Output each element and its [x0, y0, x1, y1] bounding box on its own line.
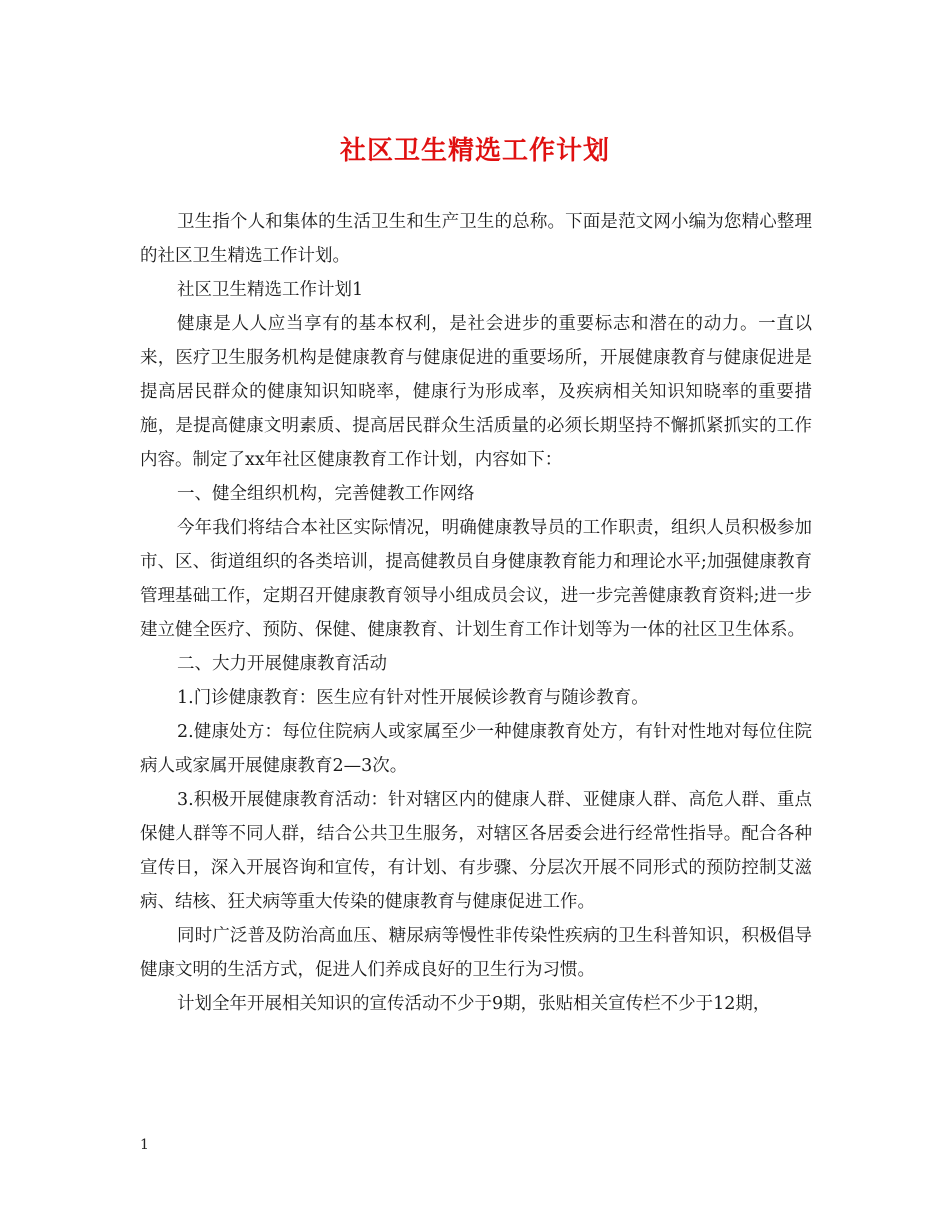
document-body	[140, 205, 812, 1021]
paragraph-intro: 卫生指个人和集体的生活卫生和生产卫生的总称。下面是范文网小编为您精心整理的社区卫生精选工作计划。	[140, 212, 812, 266]
paragraph-annual-plan: 计划全年开展相关知识的宣传活动不少于9期，张贴相关宣传栏不少于12期，	[177, 994, 771, 1014]
paragraph-plan-heading: 社区卫生精选工作计划1	[177, 280, 364, 300]
document-title: 社区卫生精选工作计划	[339, 136, 610, 166]
list-item-2: 2.健康处方：每位住院病人或家属至少一种健康教育处方，有针对性地对每位住院病人或家属开展健康教育2—3次。	[140, 722, 812, 776]
section-heading-2: 二、大力开展健康教育活动	[177, 654, 387, 674]
paragraph-chronic-disease: 同时广泛普及防治高血压、糖尿病等慢性非传染性疾病的卫生科普知识，积极倡导健康文明的生活方式，促进人们养成良好的卫生行为习惯。	[140, 926, 812, 980]
paragraph-health-rights: 健康是人人应当享有的基本权利，是社会进步的重要标志和潜在的动力。一直以来，医疗卫生服务机构是健康教育与健康促进的重要场所，开展健康教育与健康促进是提高居民群众的健康知识知晓率，健康行为形成率，及疾病相关知识知晓率的重要措施，是提高健康文明素质、提高居民群众生活质量的必须长期坚持不懈抓紧抓实的工作内容。制定了xx年社区健康教育工作计划，内容如下：	[140, 314, 812, 470]
paragraph-section-1: 今年我们将结合本社区实际情况，明确健康教导员的工作职责，组织人员积极参加市、区、街道组织的各类培训，提高健教员自身健康教育能力和理论水平;加强健康教育管理基础工作，定期召开健康教育领导小组成员会议，进一步完善健康教育资料;进一步建立健全医疗、预防、保健、健康教育、计划生育工作计划等为一体的社区卫生体系。	[140, 518, 812, 640]
list-item-1: 1.门诊健康教育：医生应有针对性开展候诊教育与随诊教育。	[177, 688, 649, 708]
page-number: 1	[140, 1137, 149, 1153]
section-heading-1: 一、健全组织机构，完善健教工作网络	[177, 484, 475, 504]
list-item-3: 3.积极开展健康教育活动：针对辖区内的健康人群、亚健康人群、高危人群、重点保健人群等不同人群，结合公共卫生服务，对辖区各居委会进行经常性指导。配合各种宣传日，深入开展咨询和宣传，有计划、有步骤、分层次开展不同形式的预防控制艾滋病、结核、狂犬病等重大传染的健康教育与健康促进工作。	[140, 790, 812, 912]
